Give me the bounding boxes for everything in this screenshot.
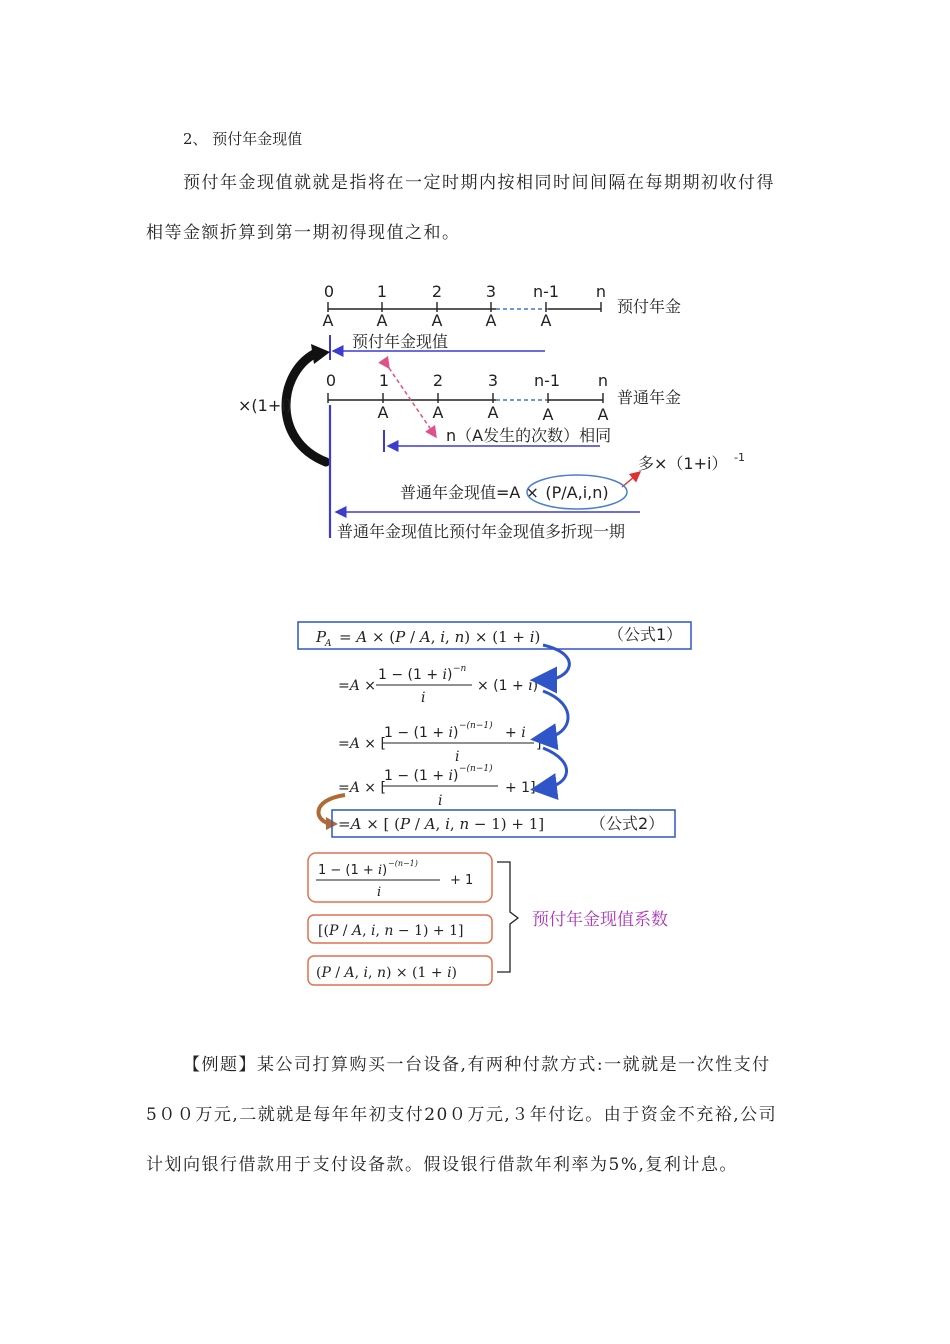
ordinary-pv-formula: 普通年金现值=A × <box>400 483 539 502</box>
svg-text:+ 1]: + 1] <box>505 780 536 796</box>
svg-text:A: A <box>325 639 332 649</box>
formula2: =A × [ (P / A, i, n − 1) + 1] <box>338 815 545 833</box>
svg-text:]: ] <box>536 736 542 752</box>
svg-text:+ i: + i <box>505 725 526 741</box>
ordinary-timeline <box>326 371 681 424</box>
step3-formula <box>338 763 536 809</box>
svg-text:=A × [: =A × [ <box>338 736 386 752</box>
top-payment-4: A <box>540 311 552 330</box>
svg-text:i: i <box>377 885 382 900</box>
top-tick-1: 1 <box>376 282 388 301</box>
bottom-payment-0: A <box>377 403 389 422</box>
svg-text:i: i <box>455 749 460 765</box>
curved-arrow <box>286 352 326 462</box>
top-payment-3: A <box>485 311 497 330</box>
multiplier-label: ×(1+i) <box>238 396 292 415</box>
svg-text:1 − (1 + i): 1 − (1 + i) <box>384 768 459 784</box>
top-tick-5: n <box>595 282 607 301</box>
bottom-payment-4: A <box>597 405 609 424</box>
step1-formula <box>338 664 538 706</box>
bottom-tick-4: n-1 <box>533 371 561 390</box>
ordinary-annuity-label: 普通年金 <box>617 388 682 407</box>
svg-text:1 − (1 + i): 1 − (1 + i) <box>378 667 453 683</box>
svg-text:i: i <box>421 690 426 706</box>
bottom-tick-3: 3 <box>487 371 499 390</box>
top-tick-4: n-1 <box>532 282 560 301</box>
extra-factor: 多×（1+i） <box>638 454 728 473</box>
svg-text:1 − (1 + i): 1 − (1 + i) <box>384 725 459 741</box>
svg-text:[(P / A, i, n − 1) + 1]: [(P / A, i, n − 1) + 1] <box>318 923 464 939</box>
count-note: n（A发生的次数）相同 <box>446 426 612 445</box>
svg-text:=A × [: =A × [ <box>338 780 386 796</box>
top-payment-0: A <box>322 311 334 330</box>
example-line-1: 【例题】某公司打算购买一台设备,有两种付款方式:一就就是一次性支付 <box>183 1055 771 1075</box>
coef-label: 预付年金现值系数 <box>532 910 668 930</box>
top-tick-2: 2 <box>431 282 443 301</box>
extra-exponent: -1 <box>734 451 745 464</box>
prepaid-annuity-label: 预付年金 <box>617 297 682 316</box>
svg-text:× (1 + i): × (1 + i) <box>477 678 539 694</box>
top-payment-2: A <box>431 311 443 330</box>
section-heading: 2、 预付年金现值 <box>183 130 303 148</box>
bottom-payment-1: A <box>432 403 444 422</box>
bottom-tick-5: n <box>597 371 609 390</box>
svg-text:=A ×: =A × <box>338 678 377 694</box>
formula1-tag: （公式1） <box>608 625 683 644</box>
top-tick-3: 3 <box>485 282 497 301</box>
step2-formula <box>338 720 541 765</box>
bottom-payment-2: A <box>487 403 499 422</box>
svg-text:−n: −n <box>453 664 467 674</box>
derivation-diagram <box>0 610 950 995</box>
svg-text:+ 1: + 1 <box>450 873 474 888</box>
conclusion-label: 普通年金现值比预付年金现值多折现一期 <box>337 522 626 541</box>
ordinary-pv-factor: (P/A,i,n) <box>545 483 609 502</box>
svg-text:(P / A, i, n) × (1 + i): (P / A, i, n) × (1 + i) <box>316 965 458 981</box>
intro-line-2: 相等金额折算到第一期初得现值之和。 <box>146 223 461 243</box>
svg-text:1 − (1 + i): 1 − (1 + i) <box>318 863 388 878</box>
svg-text:−(n−1): −(n−1) <box>459 721 493 731</box>
bottom-tick-1: 1 <box>378 371 390 390</box>
intro-line-1: 预付年金现值就就是指将在一定时期内按相同时间间隔在每期期初收付得 <box>183 173 775 193</box>
svg-text:i: i <box>438 793 443 809</box>
coef-brace <box>497 862 518 972</box>
formula2-tag: （公式2） <box>590 814 665 833</box>
svg-text:−(n−1): −(n−1) <box>459 764 493 774</box>
example-line-2: 5００万元,二就就是每年年初支付20０万元,３年付讫。由于资金不充裕,公司 <box>146 1105 778 1125</box>
svg-text:= A × (P / A, i, n) × (1 + i): = A × (P / A, i, n) × (1 + i) <box>339 628 541 646</box>
bottom-tick-0: 0 <box>325 371 337 390</box>
svg-text:P: P <box>316 628 327 646</box>
prepaid-timeline <box>323 282 681 330</box>
example-line-3: 计划向银行借款用于支付设备款。假设银行借款年利率为5%,复利计息。 <box>146 1155 738 1175</box>
svg-text:−(n−1): −(n−1) <box>388 859 418 868</box>
top-payment-1: A <box>376 311 388 330</box>
top-tick-0: 0 <box>323 282 335 301</box>
bottom-tick-2: 2 <box>432 371 444 390</box>
annuity-timeline-diagram <box>0 270 950 560</box>
prepaid-pv-label: 预付年金现值 <box>352 332 449 351</box>
bottom-payment-3: A <box>542 405 554 424</box>
